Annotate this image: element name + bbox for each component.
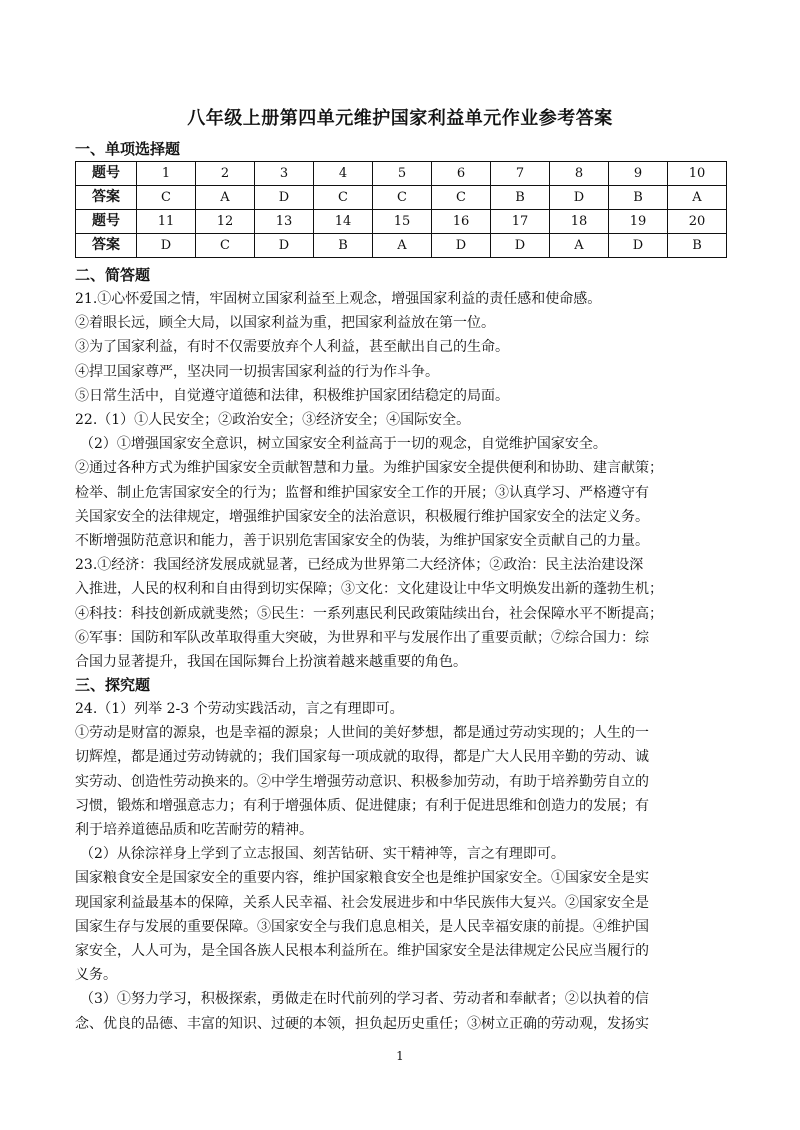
table-cell: D bbox=[609, 234, 668, 258]
table-cell: C bbox=[373, 186, 432, 210]
text-line: 利于培养道德品质和吃苦耐劳的精神。 bbox=[75, 822, 313, 838]
text-line: 义务。 bbox=[75, 967, 117, 984]
text-line: 23.①经济：我国经济发展成就显著，已经成为世界第二大经济体；②政治：民主法治建设深 bbox=[75, 557, 644, 574]
section-heading-choice: 一、单项选择题 bbox=[75, 140, 181, 158]
text-line: 24.（1）列举 2-3 个劳动实践活动，言之有理即可。 bbox=[75, 701, 404, 717]
text-line: 检举、制止危害国家安全的行为；监督和维护国家安全工作的开展；③认真学习、严格遵守有 bbox=[75, 484, 649, 501]
text-line: ⑤日常生活中，自觉遵守道德和法律，积极维护国家团结稳定的局面。 bbox=[75, 387, 509, 404]
text-line: 国家粮食安全是国家安全的重要内容，维护国家粮食安全也是维护国家安全。①国家安全是实 bbox=[75, 870, 649, 887]
table-cell: 18 bbox=[550, 210, 609, 234]
text-line: 习惯，锻炼和增强意志力；有利于增强体质、促进健康；有利于促进思维和创造力的发展；有 bbox=[75, 797, 649, 814]
table-cell: A bbox=[373, 234, 432, 258]
text-line: 实劳动、创造性劳动换来的。②中学生增强劳动意识、积极参加劳动，有助于培养勤劳自立的 bbox=[75, 773, 649, 790]
table-cell: 4 bbox=[314, 162, 373, 186]
text-line: 现国家利益最基本的保障，关系人民幸福、社会发展进步和中华民族伟大复兴。②国家安全是 bbox=[75, 894, 649, 911]
table-cell: 10 bbox=[668, 162, 727, 186]
table-cell: 9 bbox=[609, 162, 668, 186]
text-line: （2）①增强国家安全意识，树立国家安全利益高于一切的观念，自觉维护国家安全。 bbox=[80, 436, 607, 453]
table-cell: D bbox=[491, 234, 550, 258]
table-row-header: 题号 bbox=[76, 162, 137, 186]
table-cell: 17 bbox=[491, 210, 550, 234]
text-line: 切辉煌，都是通过劳动铸就的；我们国家每一项成就的取得，都是广大人民用辛勤的劳动、诚 bbox=[75, 749, 649, 766]
table-cell: 5 bbox=[373, 162, 432, 186]
table-cell: B bbox=[609, 186, 668, 210]
text-line: 21.①心怀爱国之情，牢固树立国家利益至上观念，增强国家利益的责任感和使命感。 bbox=[75, 291, 602, 307]
table-cell: 15 bbox=[373, 210, 432, 234]
table-cell: A bbox=[550, 234, 609, 258]
text-line: 家安全，人人可为，是全国各族人民根本利益所在。维护国家安全是法律规定公民应当履行的 bbox=[75, 943, 649, 959]
table-cell: D bbox=[432, 234, 491, 258]
table-cell: 19 bbox=[609, 210, 668, 234]
table-cell: 8 bbox=[550, 162, 609, 186]
table-cell: 14 bbox=[314, 210, 373, 234]
table-cell: B bbox=[314, 234, 373, 258]
table-row bbox=[76, 162, 727, 186]
text-line: 不断增强防范意识和能力，善于识别危害国家安全的伪装，为维护国家安全贡献自己的力量。 bbox=[75, 533, 649, 549]
table-row-header: 答案 bbox=[76, 234, 137, 258]
text-line: ②通过各种方式为维护国家安全贡献智慧和力量。为维护国家安全提供便利和协助、建言献策； bbox=[75, 460, 663, 477]
table-cell: 3 bbox=[255, 162, 314, 186]
section-heading-short-answer: 二、简答题 bbox=[75, 266, 151, 284]
table-row bbox=[76, 234, 727, 258]
table-cell: 2 bbox=[196, 162, 255, 186]
text-line: ②着眼长远，顾全大局，以国家利益为重，把国家利益放在第一位。 bbox=[75, 315, 495, 332]
table-row-header: 题号 bbox=[76, 210, 137, 234]
table-cell: C bbox=[196, 234, 255, 258]
text-line: ③为了国家利益，有时不仅需要放弃个人利益，甚至献出自己的生命。 bbox=[75, 339, 509, 356]
table-cell: D bbox=[255, 234, 314, 258]
table-cell: 12 bbox=[196, 210, 255, 234]
page-number: 1 bbox=[396, 1049, 404, 1063]
text-line: （2）从徐淙祥身上学到了立志报国、刻苦钻研、实干精神等，言之有理即可。 bbox=[80, 846, 565, 863]
text-line: 入推进，人民的权利和自由得到切实保障；③文化：文化建设让中华文明焕发出新的蓬勃生机； bbox=[75, 581, 663, 598]
text-line: （3）①努力学习，积极探索，勇做走在时代前列的学习者、劳动者和奉献者；②以执着的信 bbox=[80, 991, 649, 1008]
table-cell: 13 bbox=[255, 210, 314, 234]
table-cell: 16 bbox=[432, 210, 491, 234]
table-cell: A bbox=[668, 186, 727, 210]
table-cell: B bbox=[491, 186, 550, 210]
table-cell: D bbox=[137, 234, 196, 258]
table-cell: C bbox=[432, 186, 491, 210]
text-line: 念、优良的品德、丰富的知识、过硬的本领，担负起历史重任；③树立正确的劳动观，发扬实 bbox=[75, 1015, 649, 1032]
text-line: 关国家安全的法律规定，增强维护国家安全的法治意识，积极履行维护国家安全的法定义务。 bbox=[75, 508, 649, 525]
table-cell: 6 bbox=[432, 162, 491, 186]
text-line: ⑥军事：国防和军队改革取得重大突破，为世界和平与发展作出了重要贡献；⑦综合国力：综 bbox=[75, 629, 649, 646]
answer-table bbox=[75, 161, 727, 258]
table-cell: 20 bbox=[668, 210, 727, 234]
text-line: ①劳动是财富的源泉，也是幸福的源泉；人世间的美好梦想，都是通过劳动实现的；人生的一 bbox=[75, 725, 649, 742]
table-cell: C bbox=[314, 186, 373, 210]
table-row-header: 答案 bbox=[76, 186, 137, 210]
text-line: ④捍卫国家尊严，坚决同一切损害国家利益的行为作斗争。 bbox=[75, 363, 439, 380]
table-row bbox=[76, 186, 727, 210]
section-heading-inquiry: 三、探究题 bbox=[75, 676, 151, 694]
text-line: ④科技：科技创新成就斐然；⑤民生：一系列惠民利民政策陆续出台，社会保障水平不断提高； bbox=[75, 605, 663, 622]
text-line: 国家生存与发展的重要保障。③国家安全与我们息息相关，是人民幸福安康的前提。④维护国 bbox=[75, 918, 649, 935]
text-line: 22.（1）①人民安全；②政治安全；③经济安全；④国际安全。 bbox=[75, 412, 471, 428]
text-line: 合国力显著提升，我国在国际舞台上扮演着越来越重要的角色。 bbox=[75, 654, 467, 670]
table-cell: C bbox=[137, 186, 196, 210]
table-row bbox=[76, 210, 727, 234]
table-cell: D bbox=[255, 186, 314, 210]
table-cell: 7 bbox=[491, 162, 550, 186]
table-cell: D bbox=[550, 186, 609, 210]
table-cell: 11 bbox=[137, 210, 196, 234]
document-title: 八年级上册第四单元维护国家利益单元作业参考答案 bbox=[187, 108, 613, 129]
table-cell: B bbox=[668, 234, 727, 258]
table-cell: 1 bbox=[137, 162, 196, 186]
table-cell: A bbox=[196, 186, 255, 210]
